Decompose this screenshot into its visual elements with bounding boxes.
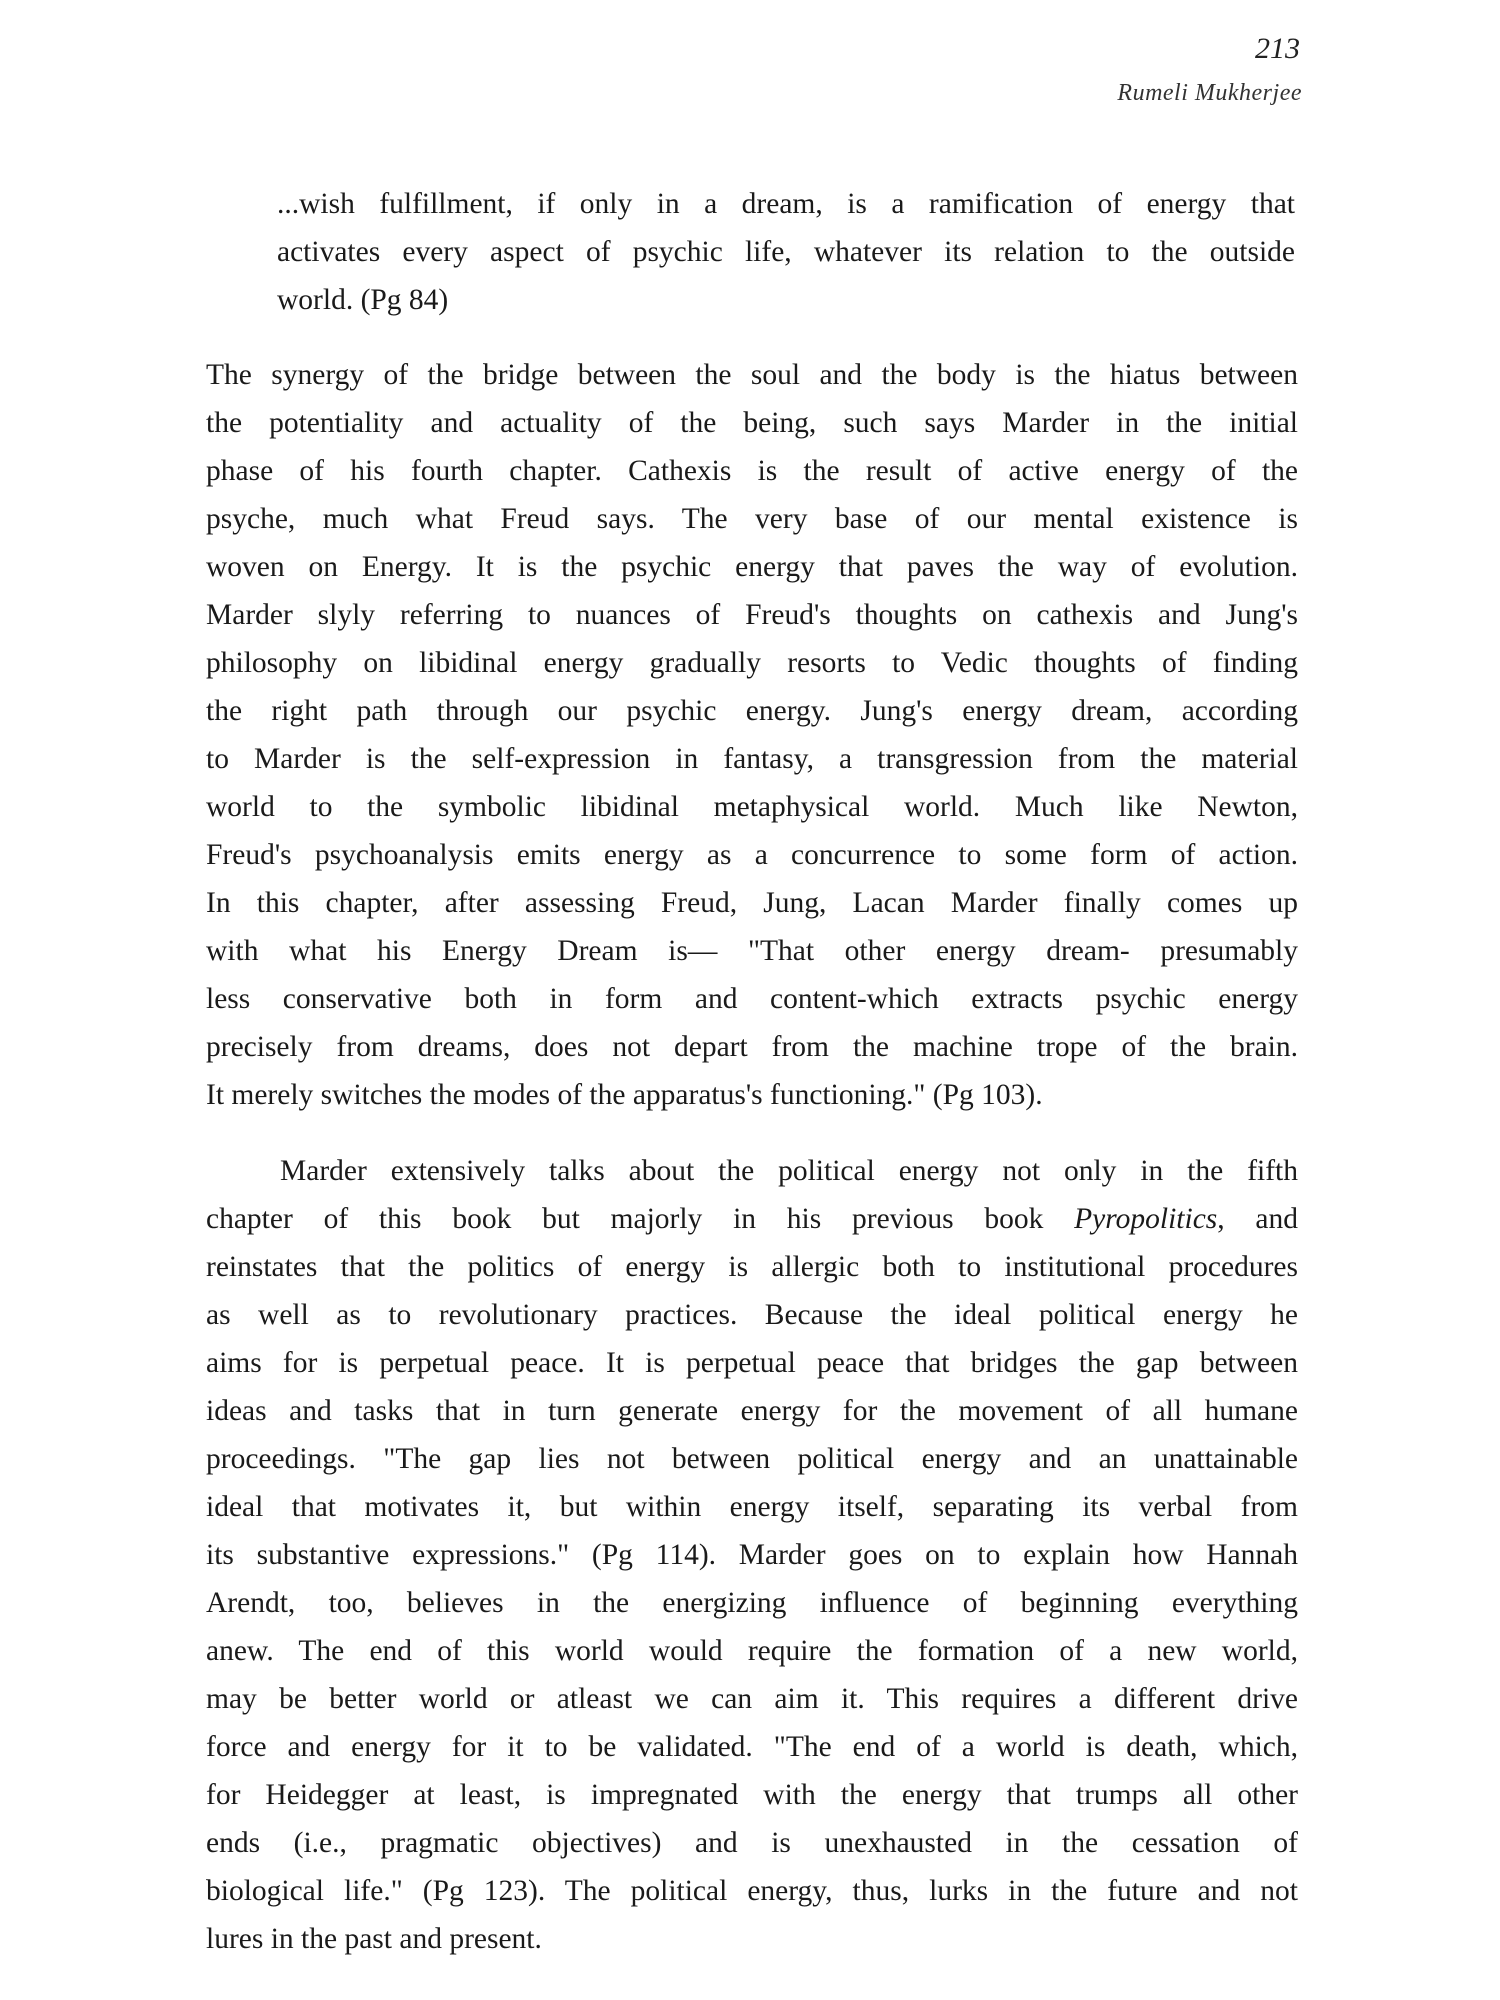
paragraph-line: world to the symbolic libidinal metaphysical world. Much like Newton, (206, 791, 1298, 823)
paragraph-line: Marder slyly referring to nuances of Freud's thoughts on cathexis and Jung's (206, 599, 1298, 631)
paragraph-line: precisely from dreams, does not depart from the machine trope of the brain. (206, 1031, 1298, 1063)
page-number: 213 (1255, 32, 1300, 65)
paragraph-line: the potentiality and actuality of the being, such says Marder in the initial (206, 407, 1298, 439)
paragraph-line: woven on Energy. It is the psychic energy that paves the way of evolution. (206, 551, 1298, 583)
paragraph-line: In this chapter, after assessing Freud, Jung, Lacan Marder finally comes up (206, 887, 1298, 919)
paragraph-line: anew. The end of this world would require the formation of a new world, (206, 1635, 1298, 1667)
paragraph-line: proceedings. "The gap lies not between political energy and an unattainable (206, 1443, 1298, 1475)
paragraph-line (206, 1199, 1298, 1239)
book-title-italic: Pyropolitics (1074, 1203, 1218, 1235)
paragraph-line: may be better world or atleast we can aim it. This requires a different drive (206, 1683, 1298, 1715)
running-head-author: Rumeli Mukherjee (1117, 80, 1302, 106)
quote-line: world. (Pg 84) (277, 284, 449, 316)
line-text: chapter of this book but majorly in his previous book (206, 1203, 1075, 1235)
paragraph-line: ideal that motivates it, but within energy itself, separating its verbal from (206, 1491, 1298, 1523)
paragraph-line: Arendt, too, believes in the energizing influence of beginning everything (206, 1587, 1298, 1619)
paragraph-line: aims for is perpetual peace. It is perpetual peace that bridges the gap between (206, 1347, 1298, 1379)
paragraph-line: as well as to revolutionary practices. Because the ideal political energy he (206, 1299, 1298, 1331)
paragraph-line: for Heidegger at least, is impregnated with the energy that trumps all other (206, 1779, 1298, 1811)
quote-line: activates every aspect of psychic life, whatever its relation to the outside (277, 236, 1295, 268)
paragraph-line: ends (i.e., pragmatic objectives) and is unexhausted in the cessation of (206, 1827, 1298, 1859)
paragraph-line: Marder extensively talks about the political energy not only in the fifth (280, 1155, 1298, 1187)
paragraph-line: lures in the past and present. (206, 1923, 542, 1955)
paragraph-line: the right path through our psychic energy. Jung's energy dream, according (206, 695, 1298, 727)
paragraph-line: The synergy of the bridge between the soul and the body is the hiatus between (206, 359, 1298, 391)
paragraph-line: Freud's psychoanalysis emits energy as a concurrence to some form of action. (206, 839, 1298, 871)
paragraph-line: less conservative both in form and content-which extracts psychic energy (206, 983, 1298, 1015)
paragraph-line: psyche, much what Freud says. The very base of our mental existence is (206, 503, 1298, 535)
paragraph-line: biological life." (Pg 123). The political energy, thus, lurks in the future and not (206, 1875, 1298, 1907)
paragraph-line: with what his Energy Dream is— "That other energy dream- presumably (206, 935, 1298, 967)
paragraph-line: It merely switches the modes of the apparatus's functioning." (Pg 103). (206, 1079, 1043, 1111)
paragraph-line: phase of his fourth chapter. Cathexis is the result of active energy of the (206, 455, 1298, 487)
paragraph-line: ideas and tasks that in turn generate energy for the movement of all humane (206, 1395, 1298, 1427)
quote-line: ...wish fulfillment, if only in a dream, is a ramification of energy that (277, 188, 1295, 220)
line-text: , and (1217, 1203, 1299, 1235)
paragraph-line: reinstates that the politics of energy is allergic both to institutional procedures (206, 1251, 1298, 1283)
paragraph-line: to Marder is the self-expression in fantasy, a transgression from the material (206, 743, 1298, 775)
paragraph-line: force and energy for it to be validated. "The end of a world is death, which, (206, 1731, 1298, 1763)
paragraph-line: philosophy on libidinal energy gradually resorts to Vedic thoughts of finding (206, 647, 1298, 679)
paragraph-line: its substantive expressions." (Pg 114). Marder goes on to explain how Hannah (206, 1539, 1298, 1571)
